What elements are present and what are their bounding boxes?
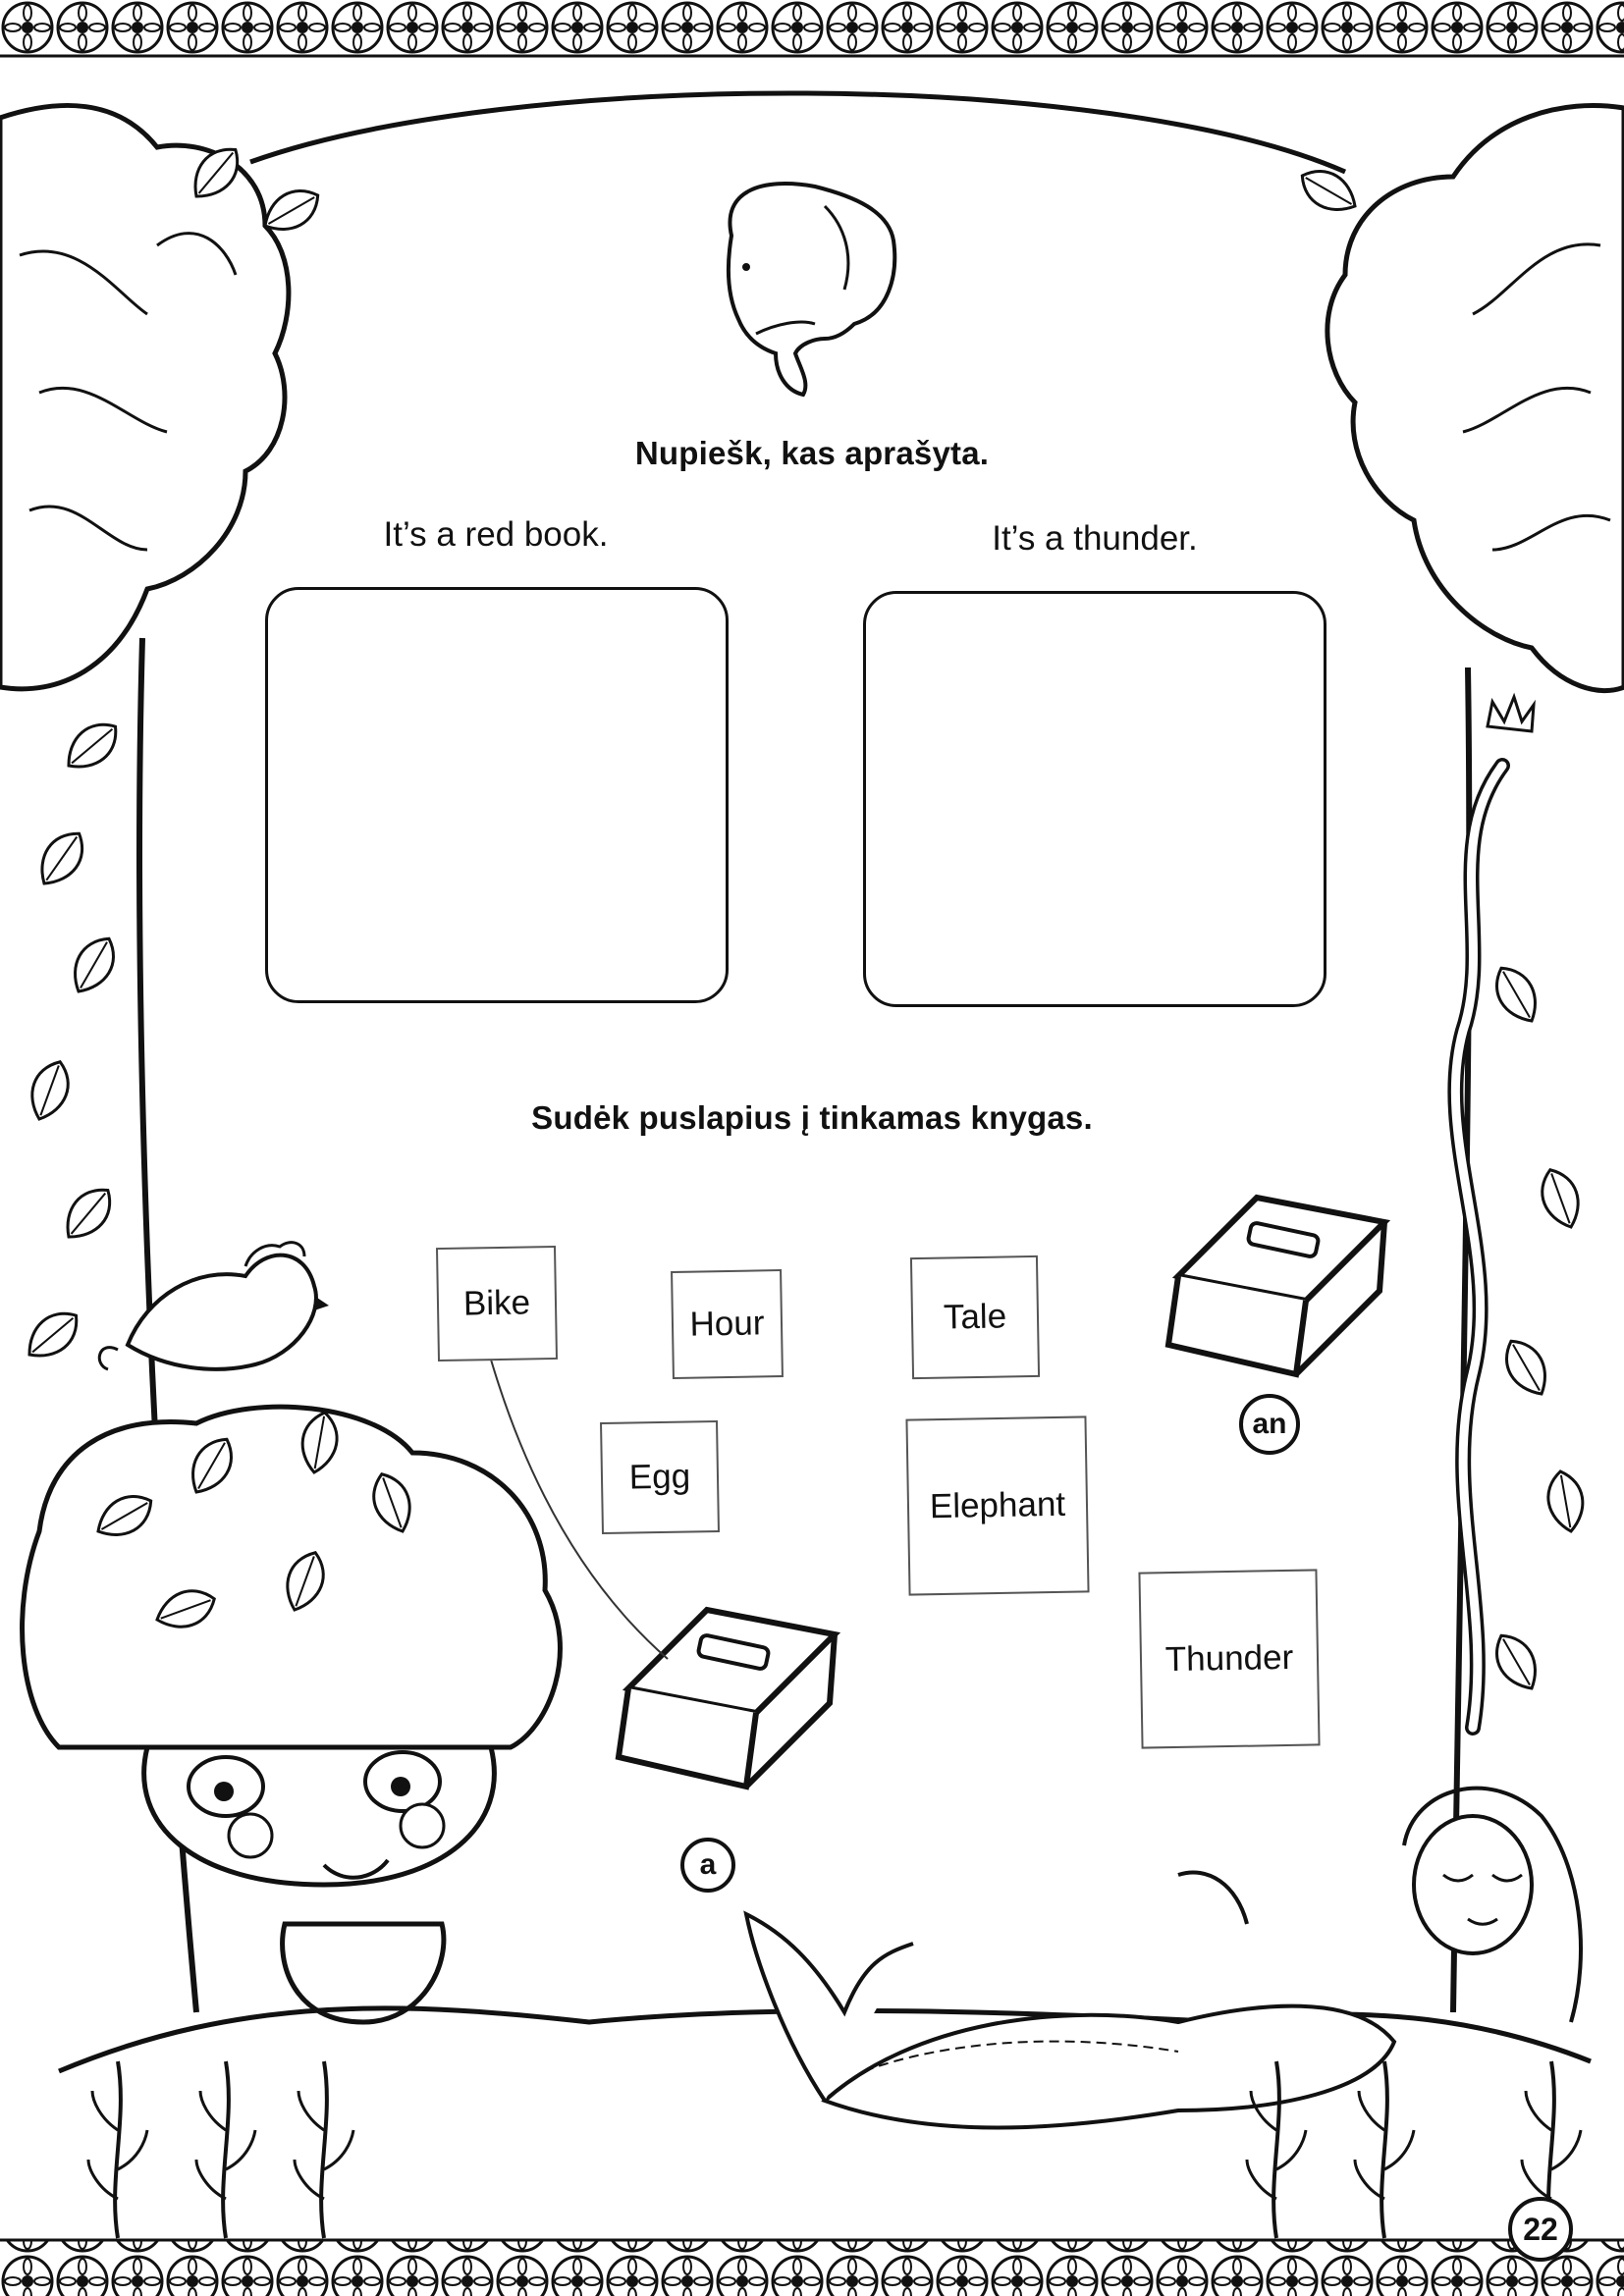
word-card-thunder[interactable]: Thunder (1138, 1569, 1320, 1748)
word-card-elephant[interactable]: Elephant (905, 1415, 1089, 1595)
book-an-illustration (1168, 1198, 1384, 1374)
elephant-head (729, 184, 894, 395)
article-badge-a: a (680, 1838, 735, 1893)
book-a-illustration (619, 1610, 835, 1787)
page-number: 22 (1508, 2197, 1573, 2262)
word-card-egg[interactable]: Egg (600, 1420, 720, 1534)
word-card-hour[interactable]: Hour (671, 1269, 784, 1379)
word-card-bike[interactable]: Bike (436, 1246, 558, 1362)
boy-character (23, 1407, 561, 2022)
article-badge-an: an (1239, 1394, 1300, 1455)
word-card-tale[interactable]: Tale (910, 1255, 1040, 1379)
arch (250, 93, 1345, 172)
top-border (0, 0, 1624, 55)
bird (99, 1243, 329, 1369)
drawing-box-thunder[interactable] (863, 591, 1326, 1007)
right-tree (1294, 106, 1624, 2012)
bottom-border (0, 2241, 1624, 2296)
drawing-box-red-book[interactable] (265, 587, 729, 1003)
drawing-caption-2: It’s a thunder. (992, 519, 1198, 558)
task1-instruction: Nupiešk, kas aprašyta. (634, 435, 990, 471)
drawing-caption-1: It’s a red book. (383, 515, 609, 554)
task2-instruction: Sudėk puslapius į tinkamas knygas. (531, 1099, 1093, 1136)
